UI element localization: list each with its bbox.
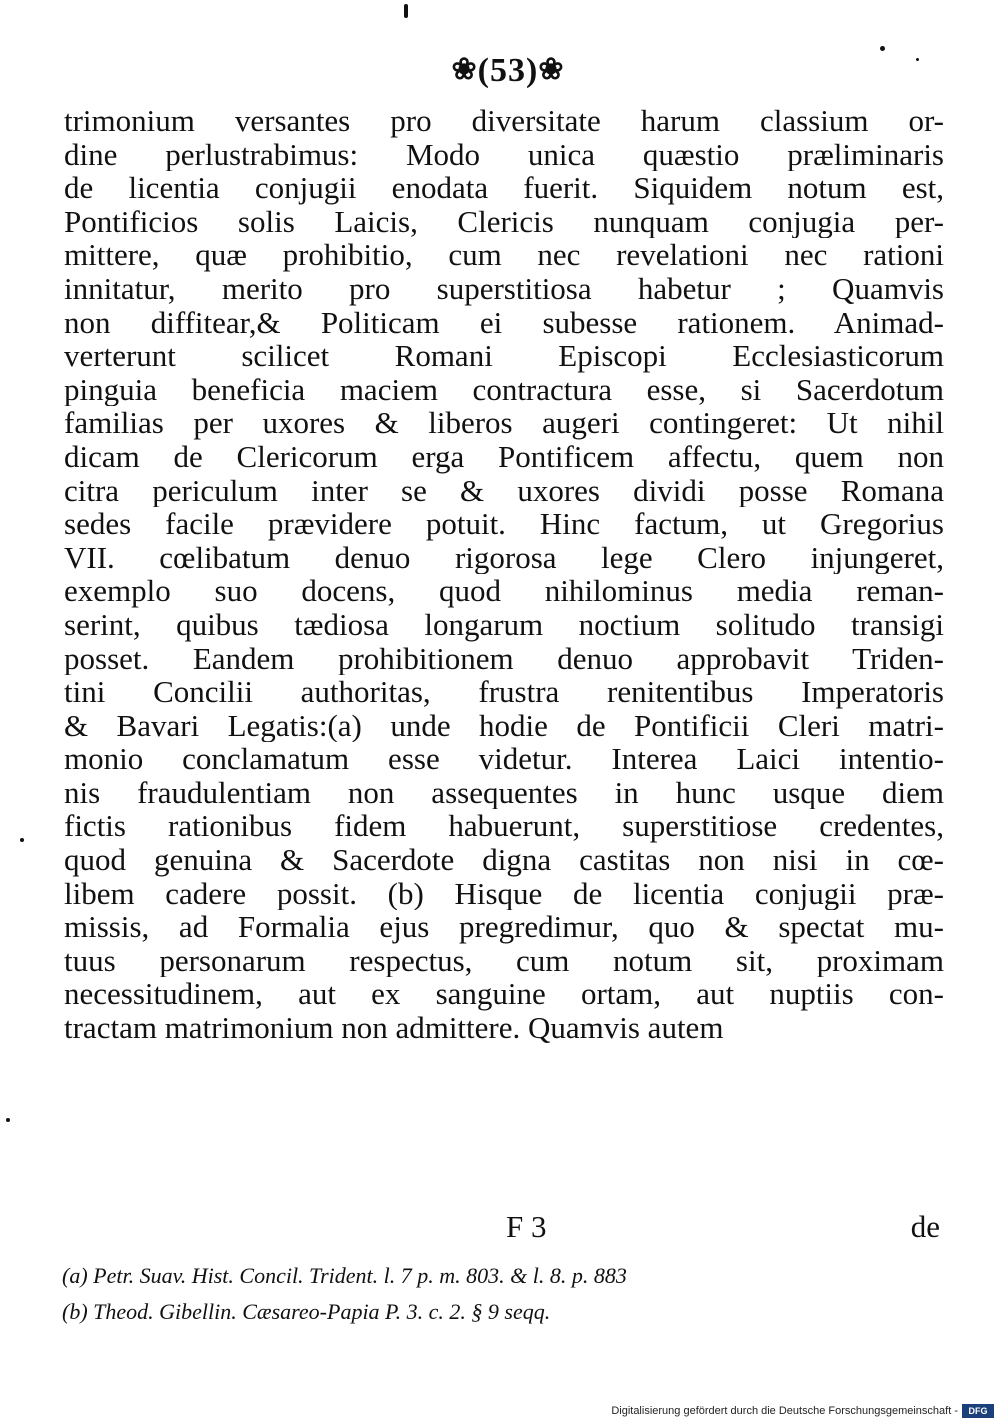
- text-line: dicam de Clericorum erga Pontificem affectu, quem non: [64, 439, 944, 474]
- flower-ornament-icon: ❀: [538, 53, 565, 86]
- text-line: mittere, quæ prohibitio, cum nec revelationi nec rationi: [64, 238, 944, 272]
- text-line: tuus personarum respectus, cum notum sit, proximam: [64, 943, 944, 978]
- footnote: (a) Petr. Suav. Hist. Concil. Trident. l. 7 p. m. 803. & l. 8. p. 883: [62, 1263, 627, 1288]
- flower-ornament-icon: ❀: [451, 53, 478, 86]
- text-line: non diffitear,& Politicam ei subesse rationem. Animad-: [64, 305, 944, 340]
- text-line: tractam matrimonium non admittere. Quamvis autem: [64, 1010, 724, 1046]
- text-line: tini Concilii authoritas, frustra renitentibus Imperatoris: [64, 675, 944, 709]
- catchword: de: [910, 1209, 940, 1244]
- body-text: [64, 104, 944, 1045]
- page-number: [428, 50, 588, 91]
- text-line: & Bavari Legatis:(a) unde hodie de Pontificii Cleri matri-: [64, 708, 944, 743]
- dfg-logo: DFG: [962, 1404, 994, 1418]
- text-line: VII. cœlibatum denuo rigorosa lege Clero injungeret,: [64, 540, 944, 575]
- text-line: trimonium versantes pro diversitate harum classium or-: [64, 104, 944, 138]
- ink-speck: [6, 1118, 10, 1122]
- text-line: de licentia conjugii enodata fuerit. Siquidem notum est,: [64, 171, 944, 205]
- text-line: monio conclamatum esse videtur. Interea Laici intentio-: [64, 742, 944, 776]
- text-line: verterunt scilicet Romani Episcopi Ecclesiasticorum: [64, 339, 944, 373]
- text-line: exemplo suo docens, quod nihilominus media reman-: [64, 574, 944, 608]
- text-line: missis, ad Formalia ejus pregredimur, quo & spectat mu-: [64, 910, 944, 944]
- text-line: Pontificios solis Laicis, Clericis nunquam conjugia per-: [64, 204, 944, 239]
- text-line: posset. Eandem prohibitionem denuo approbavit Triden-: [64, 641, 944, 676]
- text-line: pinguia beneficia maciem contractura esse, si Sacerdotum: [64, 372, 944, 407]
- text-line: citra periculum inter se & uxores dividi posse Romana: [64, 473, 944, 508]
- signature-line: [470, 1207, 940, 1247]
- text-line: necessitudinem, aut ex sanguine ortam, aut nuptiis con-: [64, 977, 944, 1012]
- text-line: dine perlustrabimus: Modo unica quæstio præliminaris: [64, 137, 944, 172]
- text-line: innitatur, merito pro superstitiosa habetur ; Quamvis: [64, 271, 944, 306]
- ink-speck: [880, 46, 885, 51]
- text-line: nis fraudulentiam non assequentes in hunc usque diem: [64, 775, 944, 810]
- digitization-credit: Digitalisierung gefördert durch die Deutsche Forschungsgemeinschaft -: [611, 1405, 958, 1417]
- page-number-text: (53): [477, 52, 539, 89]
- ink-speck: [20, 838, 24, 842]
- text-line: fictis rationibus fidem habuerunt, superstitiose credentes,: [64, 809, 944, 844]
- text-line: serint, quibus tædiosa longarum noctium solitudo transigi: [64, 607, 944, 642]
- text-line: sedes facile prævidere potuit. Hinc factum, ut Gregorius: [64, 507, 944, 541]
- signature-mark: F 3: [506, 1209, 547, 1244]
- text-line: familias per uxores & liberos augeri contingeret: Ut nihil: [64, 406, 944, 440]
- text-line: quod genuina & Sacerdote digna castitas non nisi in cœ-: [64, 843, 944, 877]
- footnotes: [62, 1258, 942, 1330]
- ink-speck: [404, 4, 408, 18]
- footnote: (b) Theod. Gibellin. Cæsareo-Papia P. 3. c. 2. § 9 seqq.: [62, 1299, 551, 1324]
- ink-speck: [916, 58, 919, 61]
- text-line: libem cadere possit. (b) Hisque de licentia conjugii præ-: [64, 876, 944, 911]
